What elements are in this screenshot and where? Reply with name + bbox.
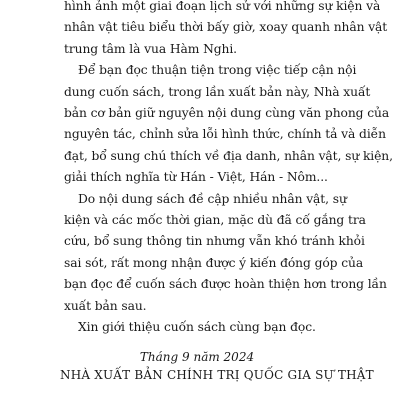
document-page	[60, 0, 393, 384]
text-line: kiện và các mốc thời gian, mặc dù đã cố gắng tra	[64, 213, 366, 228]
text-line: Xin giới thiệu cuốn sách cùng bạn đọc.	[78, 320, 316, 335]
text-line: trung tâm là vua Hàm Nghi.	[64, 41, 237, 56]
text-line: hình ảnh một giai đoạn lịch sử với những sự kiện và	[64, 0, 381, 13]
text-line: Để bạn đọc thuận tiện trong việc tiếp cận nội	[78, 63, 357, 78]
text-line: xuất bản sau.	[64, 298, 147, 313]
text-line: đạt, bổ sung chú thích về địa danh, nhân vật, sự kiện,	[64, 148, 393, 163]
text-line: dung cuốn sách, trong lần xuất bản này, Nhà xuất	[64, 84, 371, 99]
publication-date: Tháng 9 năm 2024	[139, 349, 255, 364]
text-line: bản cơ bản giữ nguyên nội dung cùng văn phong của	[64, 106, 390, 121]
paragraph-feedback-request	[64, 189, 387, 317]
text-line: cứu, bổ sung thông tin nhưng vẫn khó tránh khỏi	[64, 234, 365, 249]
text-line: sai sót, rất mong nhận được ý kiến đóng góp của	[64, 255, 364, 270]
text-line: Do nội dung sách đề cập nhiều nhân vật, sự	[78, 191, 347, 206]
text-line: bạn đọc để cuốn sách được hoàn thiện hơn trong lần	[64, 277, 387, 292]
paragraph-editing-notes	[64, 60, 393, 188]
paragraph-intro-continued	[64, 0, 388, 60]
paragraph-introduction	[64, 317, 330, 338]
publisher-name: NHÀ XUẤT BẢN CHÍNH TRỊ QUỐC GIA SỰ THẬT	[60, 367, 374, 382]
text-line: giải thích nghĩa từ Hán - Việt, Hán - Nôm...	[64, 170, 328, 185]
text-line: nhân vật tiêu biểu thời bấy giờ, xoay quanh nhân vật	[64, 20, 388, 35]
text-line: nguyên tác, chỉnh sửa lỗi hình thức, chính tả và diễn	[64, 127, 386, 142]
